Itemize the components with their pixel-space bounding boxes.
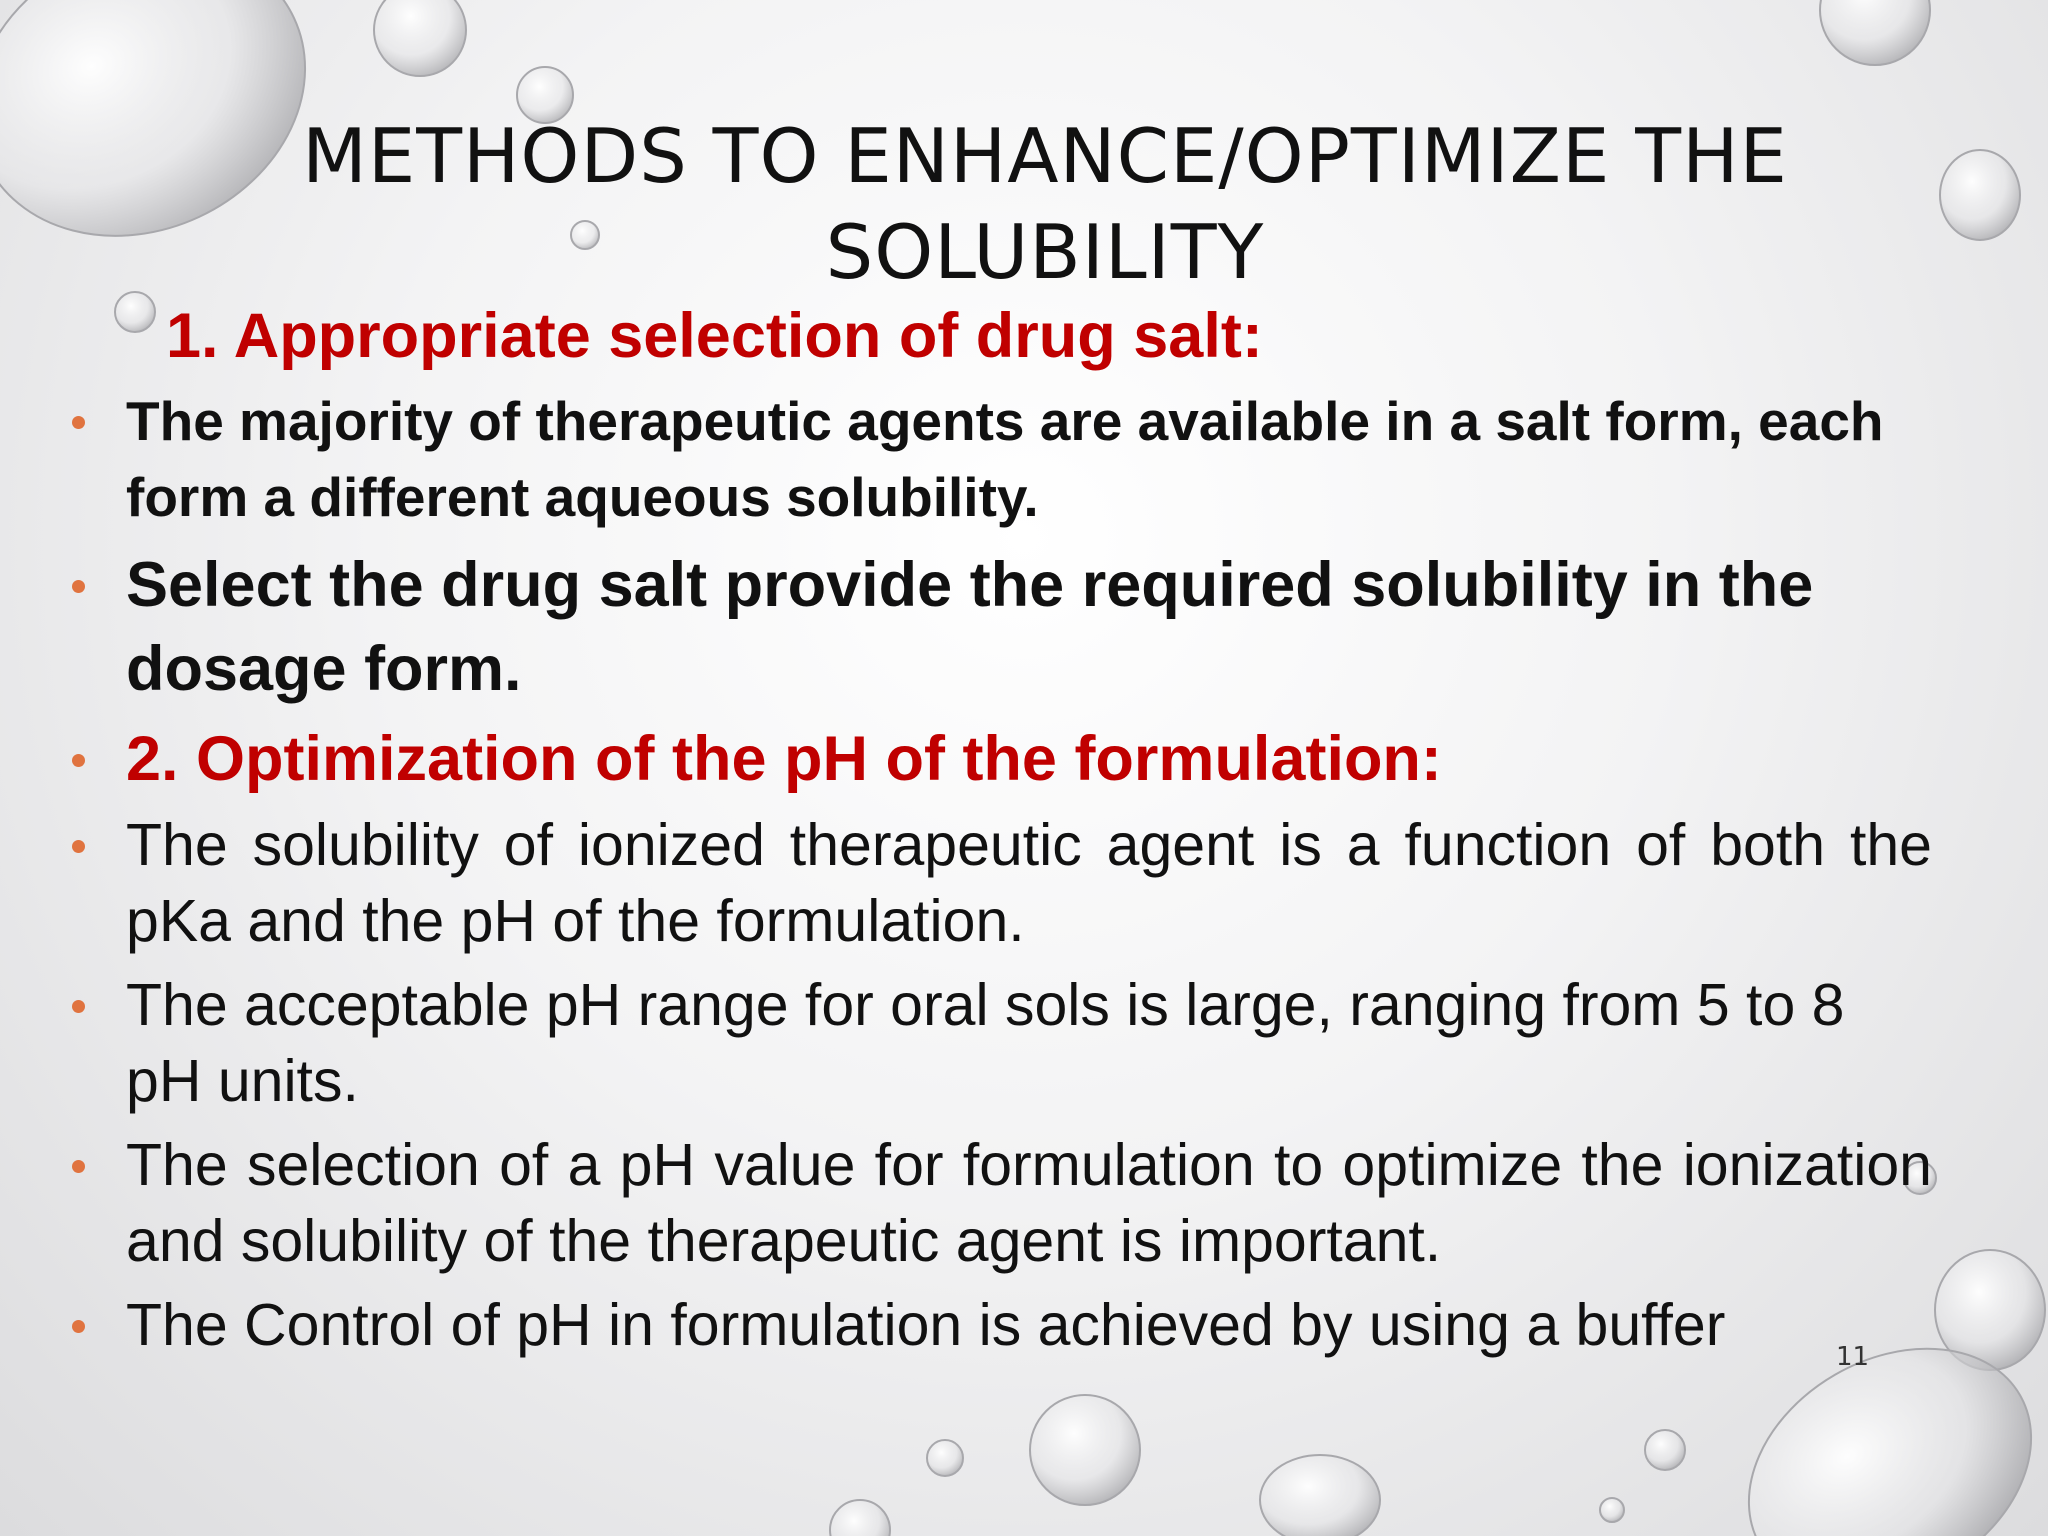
- bullet-text: Select the drug salt provide the required solubility in the dosage form.: [126, 550, 1814, 704]
- slide-title: [250, 108, 1840, 300]
- bullet-dot-icon: [72, 1160, 85, 1173]
- bullet-text: The majority of therapeutic agents are available in a salt form, each form a different aqueous solubility.: [126, 390, 1884, 528]
- bullet-text: The selection of a pH value for formulation to optimize the ionization and solubility of the therapeutic agent is important.: [126, 1132, 1932, 1274]
- bullet-dot-icon: [72, 1000, 85, 1013]
- section-heading-salt-selection: 1. Appropriate selection of drug salt:: [166, 301, 1263, 371]
- bullet-item: [62, 543, 1932, 711]
- bullet-item: [62, 967, 1932, 1119]
- bullet-text: The solubility of ionized therapeutic agent is a function of both the pKa and the pH of the formulation.: [126, 812, 1932, 954]
- bullet-item: [62, 807, 1932, 959]
- bullet-item-section-heading-ph: [62, 717, 1932, 801]
- bullet-text: The acceptable pH range for oral sols is large, ranging from 5 to 8 pH units.: [126, 972, 1845, 1114]
- bullet-dot-icon: [72, 1320, 85, 1333]
- bullet-text: The Control of pH in formulation is achieved by using a buffer: [126, 1292, 1726, 1358]
- page-number: 11: [1836, 1342, 1870, 1372]
- bullet-dot-icon: [72, 416, 85, 429]
- bullet-text: 2. Optimization of the pH of the formulation:: [126, 724, 1442, 794]
- bullet-item: [62, 1287, 1932, 1363]
- bullet-dot-icon: [72, 754, 85, 767]
- bullet-dot-icon: [72, 840, 85, 853]
- title-line-1: METHODS TO ENHANCE/OPTIMIZE THE: [302, 112, 1788, 200]
- bullet-dot-icon: [72, 580, 85, 593]
- bullet-list: [62, 383, 1932, 1371]
- bullet-item: [62, 383, 1932, 535]
- title-line-2: SOLUBILITY: [825, 208, 1265, 296]
- bullet-item: [62, 1127, 1932, 1279]
